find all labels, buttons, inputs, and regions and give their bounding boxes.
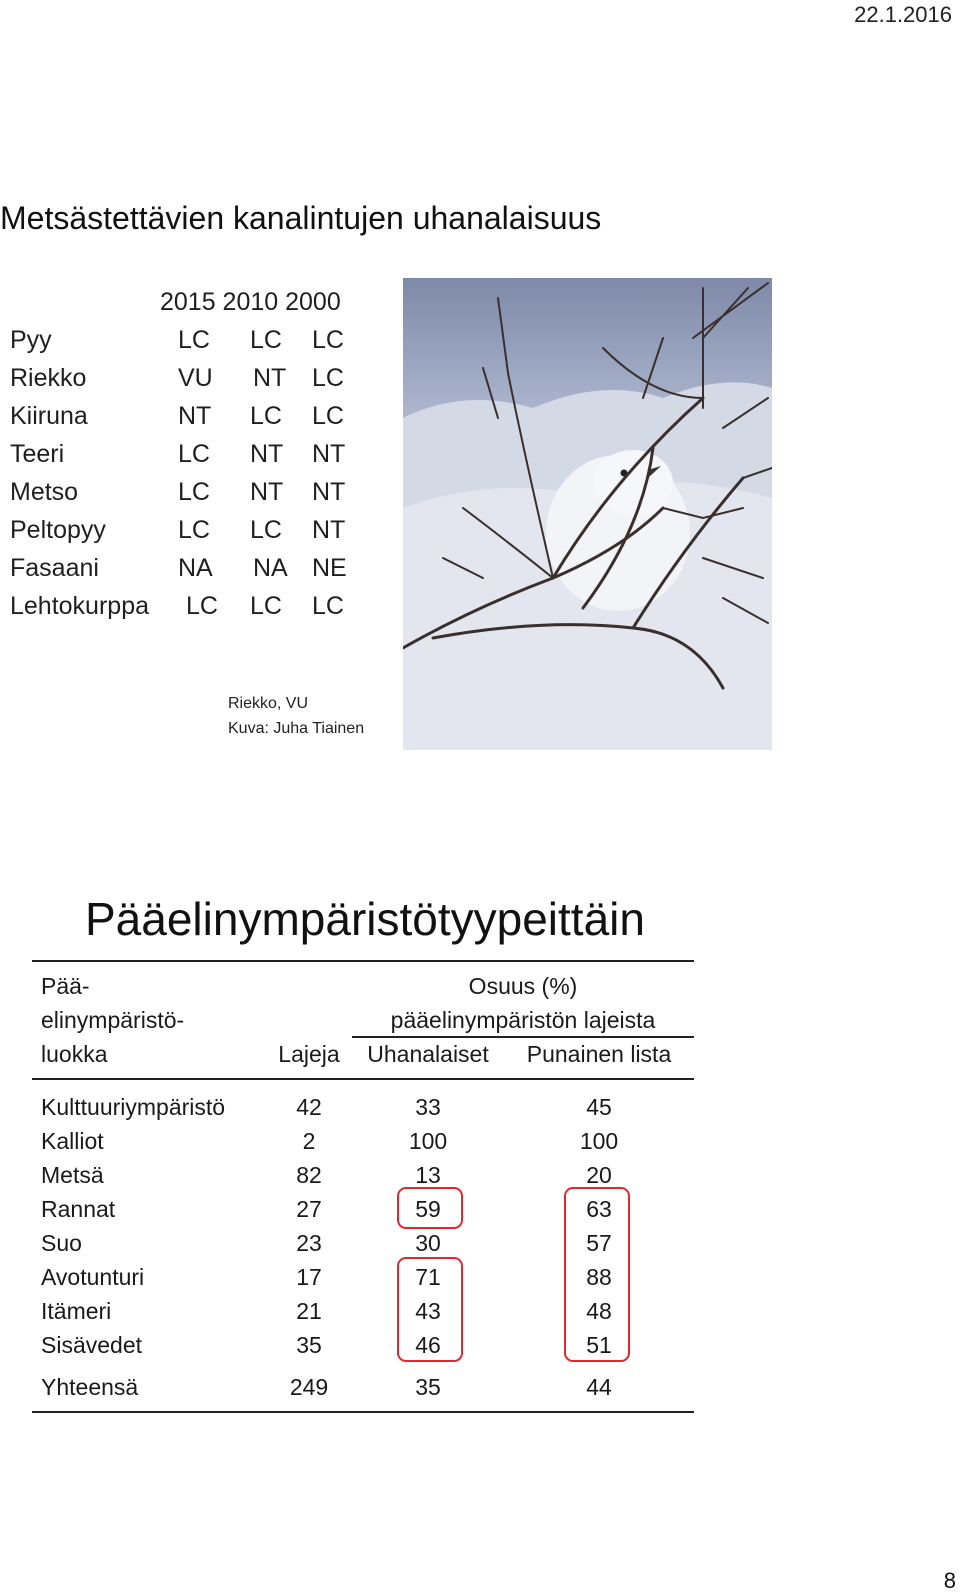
species-count: 27: [296, 1196, 322, 1222]
highlight-box-threatened-avotunturi-sisavedet: [397, 1257, 463, 1362]
habitat-name: Suo: [41, 1230, 82, 1256]
status-2015: LC: [186, 592, 218, 620]
years-header: 2015 2010 2000: [160, 288, 341, 316]
redlist-share: 88: [586, 1264, 612, 1290]
habitat-name: Kulttuuriympäristö: [41, 1094, 226, 1120]
total-threatened-share: 35: [415, 1374, 441, 1400]
status-2000: LC: [312, 364, 344, 392]
status-2015: VU: [178, 364, 213, 392]
date: 22.1.2016: [854, 2, 952, 27]
status-2010: LC: [250, 326, 282, 354]
species-name: Fasaani: [10, 554, 99, 582]
redlist-share: 48: [586, 1298, 612, 1324]
species-count: 21: [296, 1298, 322, 1324]
redlist-share: 51: [586, 1332, 612, 1358]
species-name: Metso: [10, 478, 79, 506]
status-2000: LC: [312, 326, 344, 354]
highlight-box-redlist: [564, 1187, 630, 1362]
table-header-rule: [32, 1078, 694, 1080]
status-2010: LC: [250, 402, 282, 430]
status-2000: NT: [312, 478, 346, 506]
status-2015: LC: [178, 440, 210, 468]
species-count: 82: [296, 1162, 322, 1188]
share-header-rule: [352, 1036, 694, 1038]
status-2000: NT: [312, 516, 346, 544]
habitat-name: Sisävedet: [41, 1332, 143, 1358]
page-number: 8: [943, 1568, 956, 1593]
status-2015: LC: [178, 516, 210, 544]
status-2010: LC: [250, 592, 282, 620]
status-2010: NT: [253, 364, 287, 392]
threatened-share: 46: [415, 1332, 441, 1358]
threatened-share: 100: [408, 1128, 448, 1154]
table-top-rule: [32, 960, 694, 962]
threatened-share: 43: [415, 1298, 441, 1324]
photo-caption: [228, 691, 364, 741]
threatened-share: 30: [415, 1230, 441, 1256]
ptarmigan-photo: [403, 278, 772, 750]
share-header-line2: pääelinympäristön lajeista: [390, 1007, 656, 1033]
caption-credit: Kuva: Juha Tiainen: [228, 720, 365, 737]
total-redlist-share: 44: [586, 1374, 612, 1400]
status-2000: LC: [312, 592, 344, 620]
caption-species: Riekko, VU: [228, 695, 309, 712]
table-bottom-rule: [32, 1411, 694, 1413]
habitat-name: Avotunturi: [41, 1264, 145, 1290]
share-header-line1: Osuus (%): [468, 973, 578, 999]
redlist-share: 57: [586, 1230, 612, 1256]
redlist-share: 63: [586, 1196, 612, 1222]
species-count-header: Lajeja: [278, 1041, 340, 1067]
species-name: Riekko: [10, 364, 87, 392]
redlist-share: 100: [579, 1128, 619, 1154]
threatened-share: 13: [415, 1162, 441, 1188]
total-label: Yhteensä: [41, 1374, 139, 1400]
status-2010: NA: [253, 554, 288, 582]
slide1-title: Metsästettävien kanalintujen uhanalaisuus: [0, 200, 602, 236]
status-2010: NT: [250, 478, 284, 506]
threatened-header: Uhanalaiset: [367, 1041, 489, 1067]
status-2015: NT: [178, 402, 212, 430]
status-2010: LC: [250, 516, 282, 544]
status-2010: NT: [250, 440, 284, 468]
species-count: 23: [296, 1230, 322, 1256]
species-count: 17: [296, 1264, 322, 1290]
threatened-share: 33: [415, 1094, 441, 1120]
redlist-share: 20: [586, 1162, 612, 1188]
slide2-title: Pääelinympäristötyypeittäin: [85, 893, 645, 945]
habitat-header-line3: luokka: [41, 1041, 108, 1067]
habitat-name: Rannat: [41, 1196, 116, 1222]
status-2015: LC: [178, 326, 210, 354]
redlist-header: Punainen lista: [526, 1041, 672, 1067]
ptarmigan-in-snow-image: [403, 278, 772, 750]
habitat-header-line1: Pää-: [41, 973, 90, 999]
redlist-share: 45: [586, 1094, 612, 1120]
species-name: Kiiruna: [10, 402, 88, 430]
species-count: 42: [296, 1094, 322, 1120]
species-name: Teeri: [10, 440, 65, 468]
species-count: 35: [296, 1332, 322, 1358]
highlight-box-threatened-rannat: [397, 1187, 463, 1229]
total-species-count: 249: [289, 1374, 329, 1400]
species-name: Peltopyy: [10, 516, 106, 544]
status-2015: LC: [178, 478, 210, 506]
habitat-name: Itämeri: [41, 1298, 112, 1324]
habitat-name: Metsä: [41, 1162, 104, 1188]
status-2000: NT: [312, 440, 346, 468]
species-count: 2: [302, 1128, 316, 1154]
threatened-share: 71: [415, 1264, 441, 1290]
status-2000: NE: [312, 554, 347, 582]
species-name: Pyy: [10, 326, 52, 354]
habitat-header-line2: elinympäristö-: [41, 1007, 185, 1033]
species-name: Lehtokurppa: [10, 592, 150, 620]
threatened-share: 59: [415, 1196, 441, 1222]
status-2015: NA: [178, 554, 213, 582]
status-2000: LC: [312, 402, 344, 430]
habitat-name: Kalliot: [41, 1128, 104, 1154]
